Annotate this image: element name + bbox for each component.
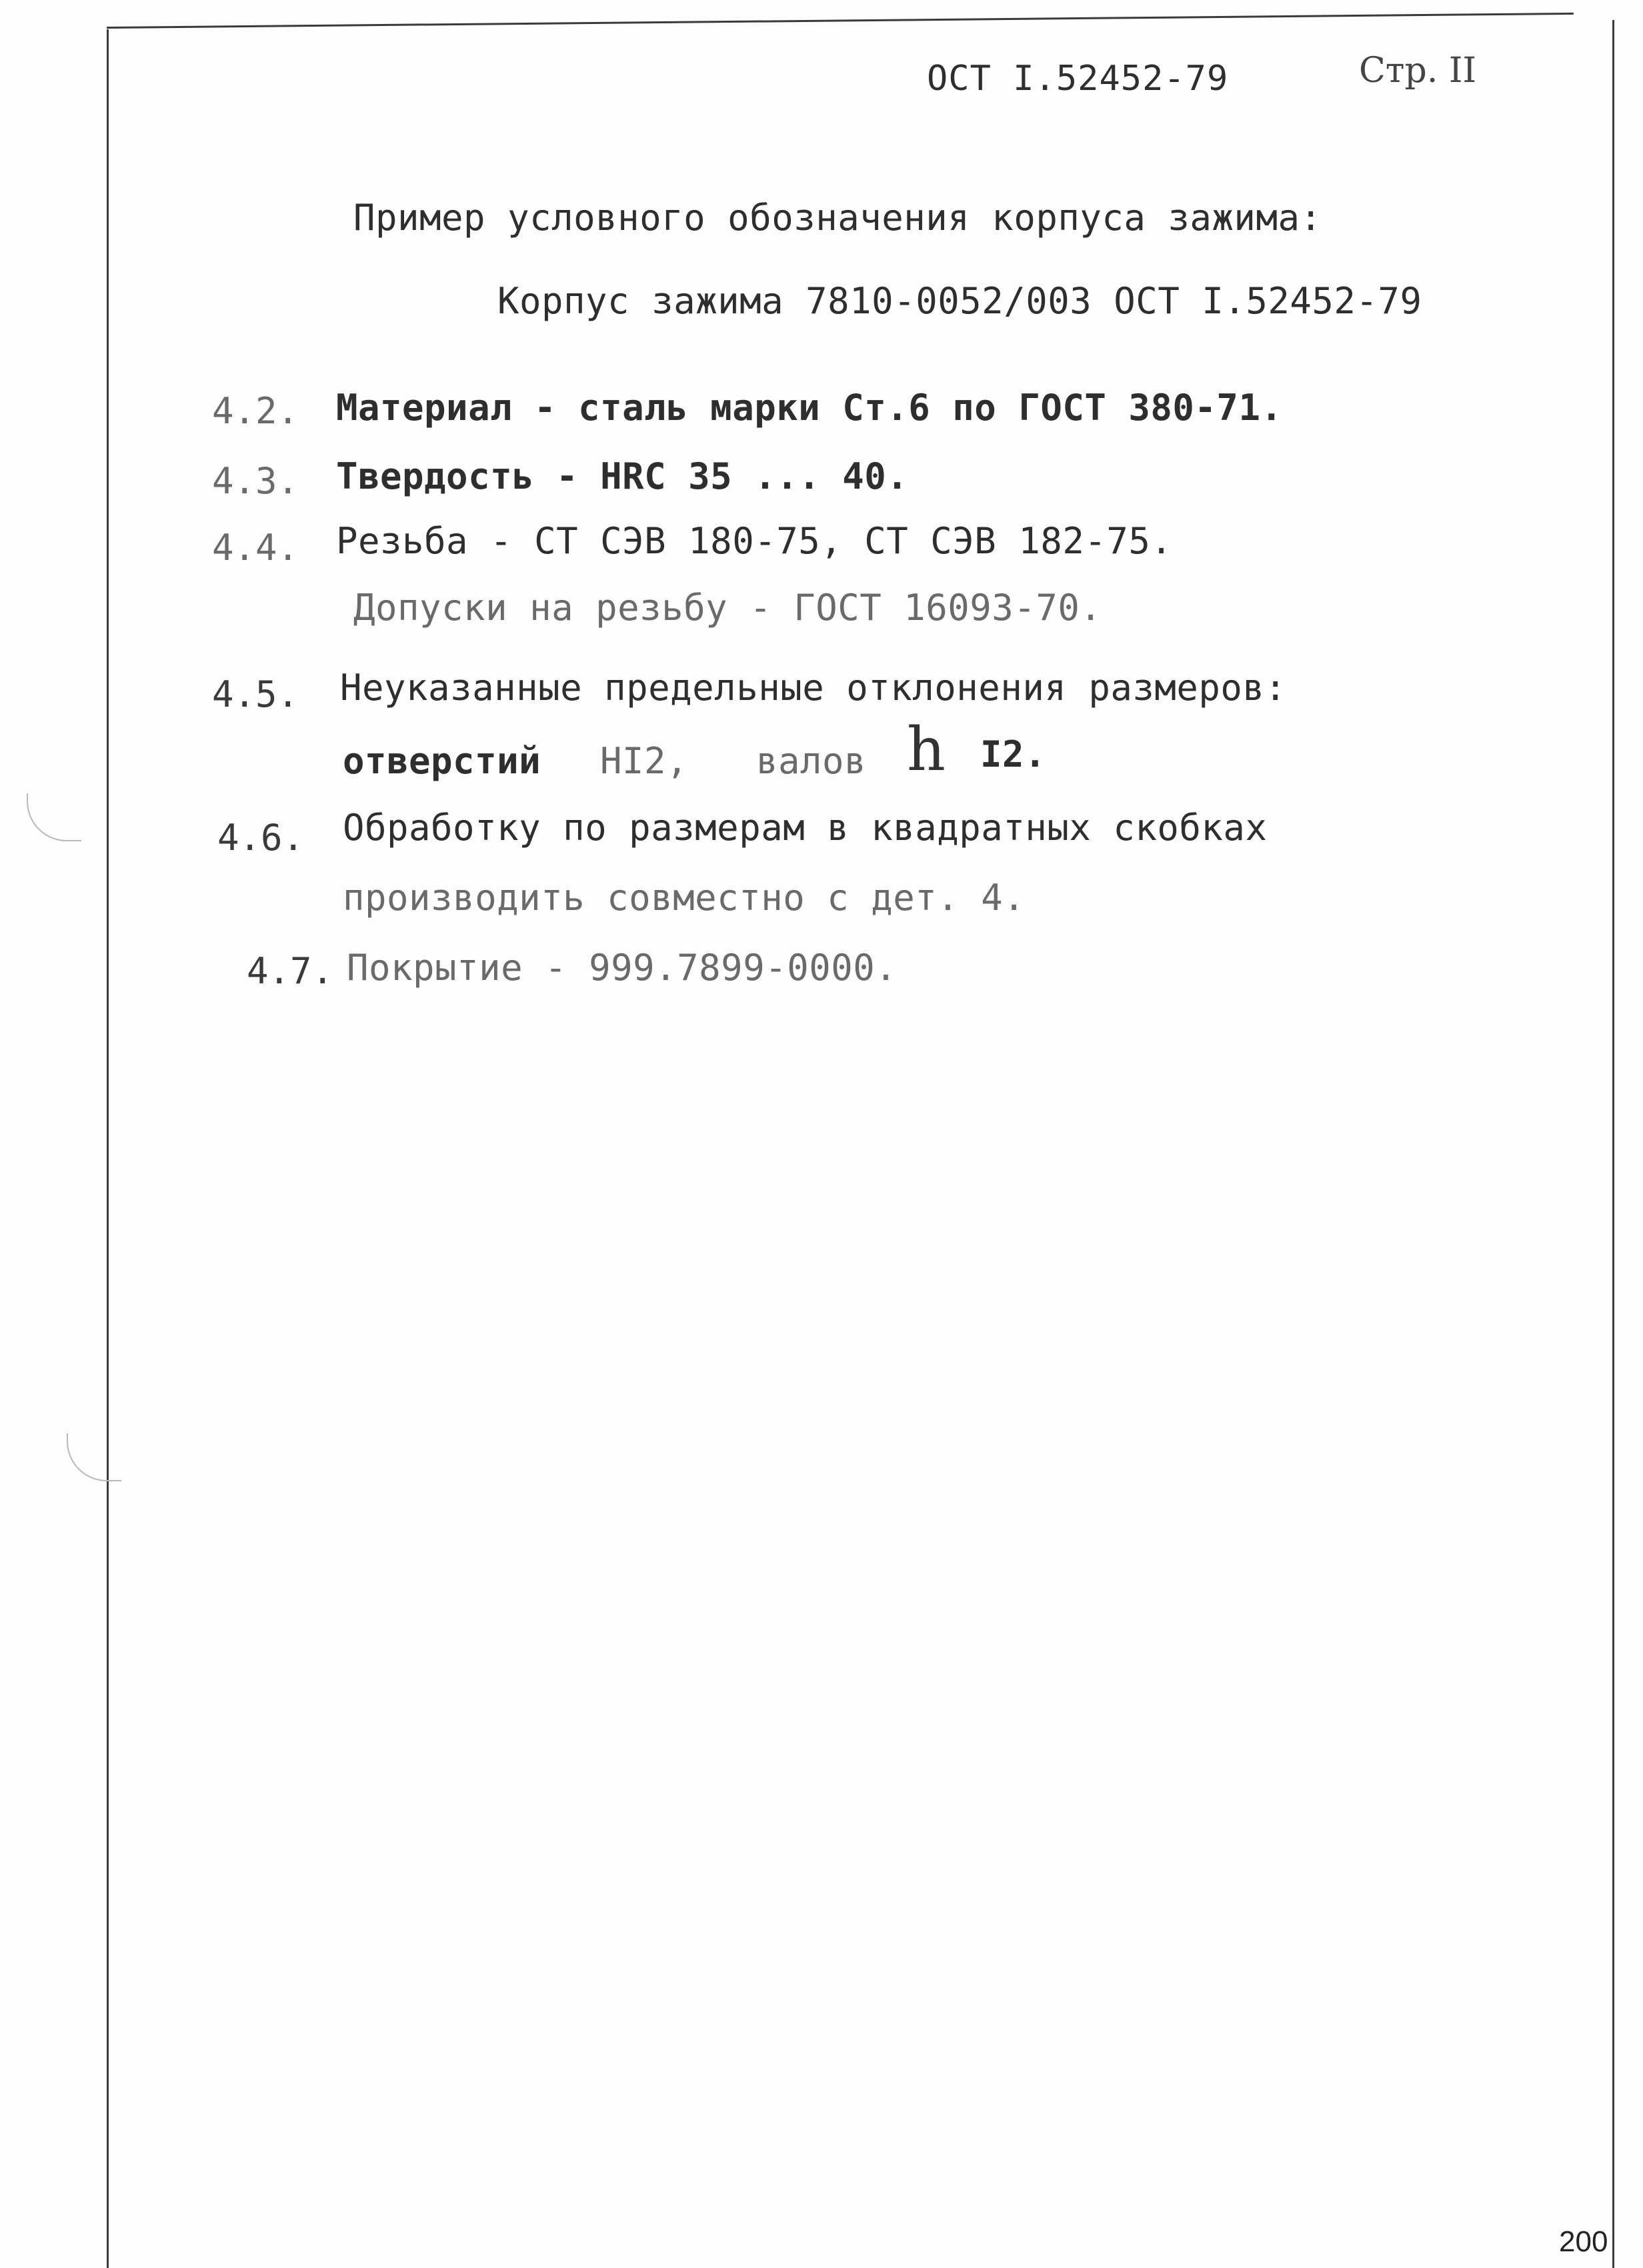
item-text: Покрытие - 999.7899-0000. <box>347 947 898 989</box>
handwritten-h: h <box>907 715 946 785</box>
item-number: 4.2. <box>212 390 299 432</box>
item-continuation: производить совместно с дет. 4. <box>343 877 1026 919</box>
item-number: 4.6. <box>217 817 305 859</box>
item-continuation: I2. <box>980 733 1047 775</box>
frame-right-line <box>1612 20 1614 2268</box>
item-continuation: HI2, <box>600 740 689 782</box>
item-number: 4.3. <box>212 460 299 502</box>
punch-mark-icon <box>27 793 81 841</box>
item-continuation: Допуски на резьбу - ГОСТ 16093-70. <box>353 587 1102 629</box>
frame-left-line <box>107 29 109 2268</box>
item-continuation: валов <box>756 740 867 782</box>
example-designation: Корпус зажима 7810-0052/003 ОСТ I.52452-79 <box>497 280 1422 322</box>
frame-top-line <box>107 13 1574 29</box>
page-label: Стр. II <box>1359 51 1476 91</box>
item-number: 4.7. <box>247 950 334 992</box>
item-text: Резьба - СТ СЭВ 180-75, СТ СЭВ 182-75. <box>336 520 1173 562</box>
punch-mark-icon <box>67 1433 121 1481</box>
item-text: Твердость - HRC 35 ... 40. <box>336 455 909 497</box>
item-text: Материал - сталь марки Ст.6 по ГОСТ 380-71. <box>336 387 1283 429</box>
item-text: Обработку по размерам в квадратных скобках <box>343 807 1268 849</box>
item-continuation: отверстий <box>343 740 541 782</box>
item-number: 4.4. <box>212 527 299 569</box>
item-number: 4.5. <box>212 673 299 715</box>
item-text: Неуказанные предельные отклонения размеров: <box>340 667 1287 709</box>
sheet-number: 200 <box>1559 2225 1608 2258</box>
example-title: Пример условного обозначения корпуса зажима: <box>353 197 1322 239</box>
document-code: ОСТ I.52452-79 <box>927 59 1229 99</box>
